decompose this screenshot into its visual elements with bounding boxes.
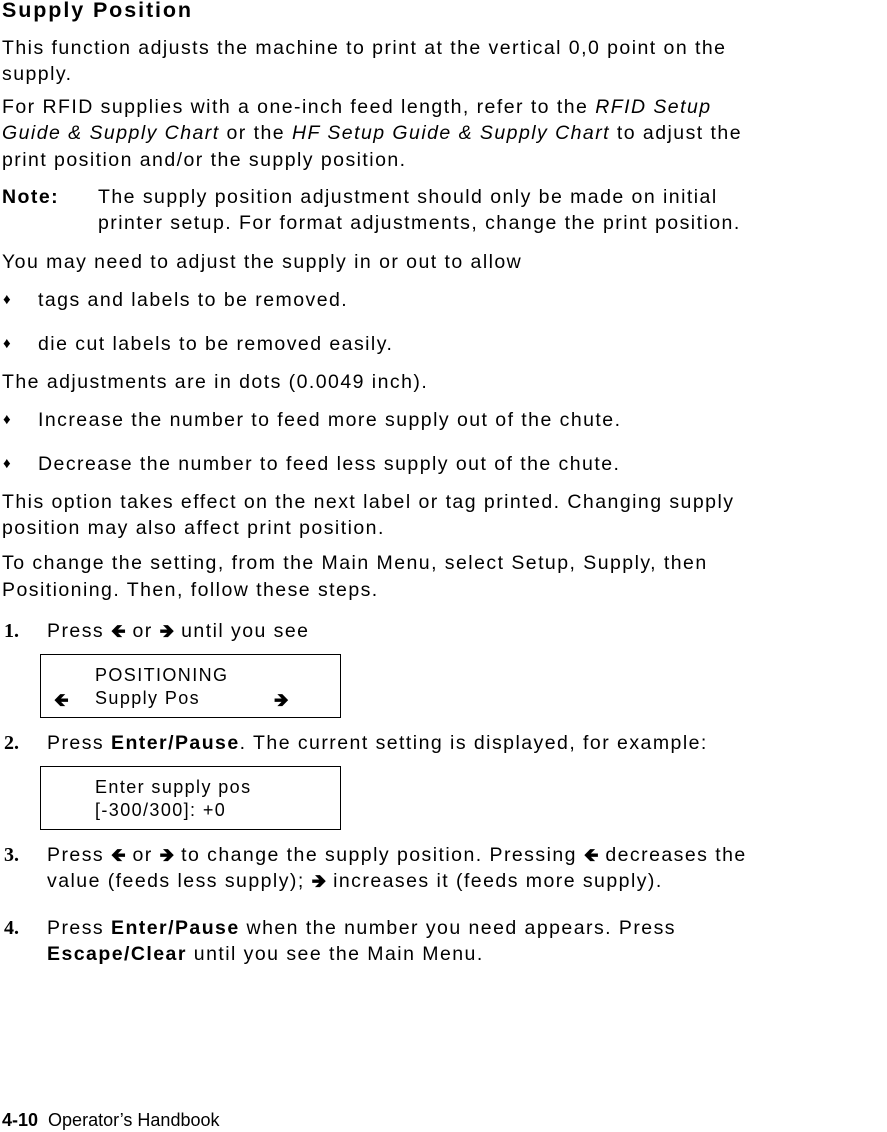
or-word: or [132, 620, 153, 642]
bullet-text: Increase the number to feed more supply out of the chute. [38, 409, 622, 431]
lcd-line-2: [-300/300]: +0 [95, 800, 227, 820]
step-number: 4. [4, 917, 19, 939]
dots-text: The adjustments are in dots (0.0049 inch). [2, 371, 429, 393]
note-label: Note: [2, 186, 60, 208]
step-4-rest-2: until you see the Main Menu. [193, 943, 484, 965]
press-word: Press [47, 620, 105, 642]
rfid-guide-title-b: Guide & Supply Chart [2, 122, 220, 144]
step-1-rest: until you see [181, 620, 310, 642]
page-footer [2, 1110, 220, 1131]
rfid-line-2 [2, 120, 742, 146]
step-4-line-1 [47, 915, 676, 941]
left-arrow-icon: 🡸 [583, 845, 599, 866]
bullet-icon: ♦ [3, 335, 13, 352]
rfid-line-1 [2, 94, 712, 120]
right-arrow-icon: 🡺 [159, 621, 175, 642]
step-3-rest-1: to change the supply position. Pressing [181, 844, 577, 866]
step-2-text [47, 730, 708, 756]
bullet-icon: ♦ [3, 411, 13, 428]
enter-pause-key: Enter/Pause [110, 732, 240, 754]
lcd-display-supply-pos [40, 766, 341, 830]
hf-guide-title: HF Setup Guide & Supply Chart [291, 122, 611, 144]
step-3-rest-2: decreases the [605, 844, 747, 866]
left-arrow-icon: 🡸 [54, 690, 69, 711]
bullet-text: tags and labels to be removed. [38, 289, 349, 311]
step-3-line-2 [47, 868, 663, 895]
press-word: Press [47, 844, 105, 866]
step-4-line-2 [47, 941, 484, 967]
intro-line-1: This function adjusts the machine to print at the vertical 0,0 point on the [2, 37, 727, 59]
step-number: 1. [4, 620, 19, 642]
note-text-1: The supply position adjustment should only be made on initial [98, 186, 718, 208]
step-3-line-2b: increases it (feeds more supply). [333, 870, 663, 892]
left-arrow-icon: 🡸 [110, 845, 126, 866]
enter-pause-key: Enter/Pause [110, 917, 240, 939]
step-1-text [47, 618, 309, 645]
lcd-line-2: Supply Pos [95, 688, 201, 708]
effect-line-1: This option takes effect on the next label or tag printed. Changing supply [2, 491, 735, 513]
change-line-2: Positioning. Then, follow these steps. [2, 579, 379, 601]
lcd-display-positioning [40, 654, 341, 718]
note-line-1 [2, 184, 718, 210]
change-line-1: To change the setting, from the Main Menu, select Setup, Supply, then [2, 552, 708, 574]
rfid-mid: or the [226, 122, 286, 144]
bullet-icon: ♦ [3, 291, 13, 308]
step-4-rest-1: when the number you need appears. Press [246, 917, 676, 939]
step-number: 2. [4, 732, 19, 754]
press-word: Press [47, 917, 105, 939]
bullet-text: Decrease the number to feed less supply out of the chute. [38, 453, 621, 475]
right-arrow-icon: 🡺 [159, 845, 175, 866]
right-arrow-icon: 🡺 [311, 871, 327, 892]
escape-clear-key: Escape/Clear [47, 943, 187, 965]
right-arrow-icon: 🡺 [274, 690, 289, 711]
rfid-pre: For RFID supplies with a one-inch feed length, refer to the [2, 96, 589, 118]
lcd-line-1: Enter supply pos [95, 777, 252, 797]
note-line-2: printer setup. For format adjustments, change the print position. [98, 212, 741, 234]
step-3-line-2a: value (feeds less supply); [47, 870, 305, 892]
bullet-text: die cut labels to be removed easily. [38, 333, 394, 355]
lcd-line-1: POSITIONING [95, 665, 229, 685]
intro-line-2: supply. [2, 63, 73, 85]
bullet-icon: ♦ [3, 455, 13, 472]
rfid-line-3: print position and/or the supply position. [2, 149, 407, 171]
section-heading: Supply Position [2, 0, 193, 22]
press-word: Press [47, 732, 105, 754]
or-word: or [132, 844, 153, 866]
allow-intro: You may need to adjust the supply in or out to allow [2, 251, 523, 273]
step-number: 3. [4, 844, 19, 866]
rfid-guide-title-a: RFID Setup [595, 96, 712, 118]
effect-line-2: position may also affect print position. [2, 517, 385, 539]
step-2-rest: . The current setting is displayed, for example: [239, 732, 708, 754]
step-3-line-1 [47, 842, 747, 869]
page-number: 4-10 [2, 1110, 39, 1130]
footer-title: Operator’s Handbook [48, 1110, 220, 1130]
rfid-post: to adjust the [616, 122, 742, 144]
left-arrow-icon: 🡸 [110, 621, 126, 642]
